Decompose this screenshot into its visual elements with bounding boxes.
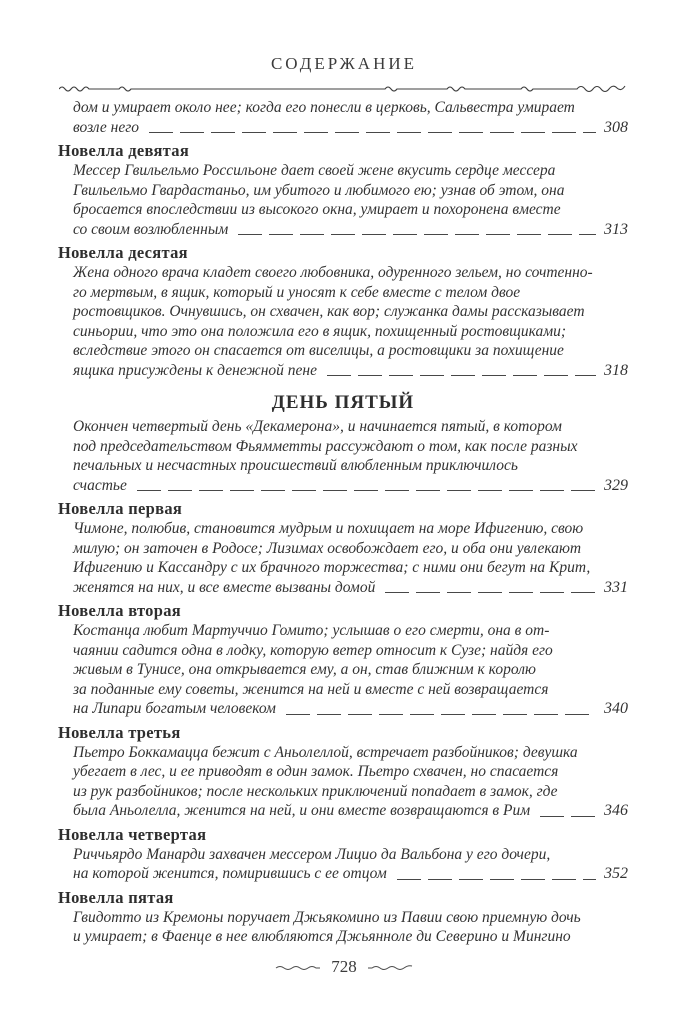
toc-entry [58,141,628,239]
page-number: 331 [604,578,628,596]
summary-line: печальных и несчастных происшествий влюбленным приключилось [73,457,518,474]
summary-line-text: на которой женится, помирившись с ее отцом [73,865,387,882]
summary-line-text: на Липари богатым человеком [73,700,276,717]
novella-summary [73,743,628,821]
summary-line: чаянии садится одна в лодку, которую ветер относит к Сузе; найдя его [73,641,553,659]
summary-line: бросается впоследствии из высокого окна, умирает и похоронена вместе [73,201,561,218]
novella-heading: Новелла третья [58,722,181,742]
summary-line-text: со своим возлюбленным [73,220,229,238]
summary-line-text: была Аньолелла, женится на ней, и они вместе возвращаются в Рим [73,802,531,819]
novella-summary [73,908,628,947]
novella-heading: Новелла первая [58,499,183,518]
summary-line: дом и умирает около нее; когда его понесли в церковь, Сальвестра умирает [73,99,575,116]
page-number: 308 [604,118,628,136]
page-title: СОДЕРЖАНИЕ [270,54,418,73]
summary-line-text: возле него [73,118,139,136]
page-number: 352 [604,865,628,882]
summary-line: и умирает; в Фаенце в нее влюбляются Джьянноле ди Северино и Мингино [73,928,571,945]
toc-entry [58,601,628,719]
leader-line [397,879,596,880]
page-footer [0,957,688,977]
novella-heading: Новелла четвертая [58,824,207,844]
footer-ornament-right-icon [367,963,413,971]
page-number: 329 [604,476,628,494]
summary-last-line [73,476,628,496]
page-number: 340 [604,700,628,717]
novella-summary [73,161,628,239]
toc-entry [58,392,628,495]
leader-line [385,592,596,593]
page-number: 318 [604,361,628,379]
summary-line: живым в Тунисе, она открывается ему, а он, став ближним к королю [73,661,536,678]
summary-line: Чимоне, полюбив, становится мудрым и похищает на море Ифигению, свою [73,520,584,537]
summary-line: Ифигению и Кассандру с их брачного торжества; с ними они бегут на Крит, [73,559,591,576]
summary-line: Риччьярдо Манарди захвачен мессером Лицио да Вальбона у его дочери, [73,845,551,863]
toc-entry [58,243,628,380]
novella-summary [73,621,628,719]
summary-line: Окончен четвертый день «Декамерона», и начинается пятый, в котором [73,418,562,435]
summary-last-line [73,699,628,719]
summary-line: за поданные ему советы, женится на ней и вместе с ней возвращается [73,680,549,698]
summary-line: Костанца любит Мартуччио Гомито; услышав о его смерти, она в от- [73,622,550,639]
summary-line: под председательством Фьямметты рассуждают о том, как после разных [73,437,578,455]
summary-line: убегает в лес, и ее приводят в один замок. Пьетро схвачен, но спасается [73,763,559,780]
novella-heading: Новелла вторая [58,601,181,620]
folio-number: 728 [331,957,357,976]
summary-line: вследствие этого он спасается от виселицы, а ростовщики за похищение [73,342,564,359]
decorative-wavy-rule [59,82,629,94]
footer-ornament-left-icon [275,963,321,971]
summary-last-line [73,578,628,598]
toc-entry [58,825,628,884]
day-heading: ДЕНЬ ПЯТЫЙ [271,392,415,413]
leader-line [327,375,596,376]
summary-last-line [73,220,628,240]
summary-line: синьории, что это она положила его в ящик, похищенный ростовщиками; [73,322,567,340]
leader-line [540,816,596,817]
summary-line: ростовщиков. Очнувшись, он схвачен, как вор; служанка дамы рассказывает [73,303,585,320]
novella-summary [73,417,628,495]
summary-last-line [73,361,628,381]
novella-heading: Новелла девятая [58,141,190,160]
toc-list [58,98,628,947]
summary-line: Жена одного врача кладет своего любовника, одуренного зельем, но сочтенно- [73,264,593,281]
summary-last-line [73,864,628,884]
summary-line-text: счастье [73,476,127,494]
novella-summary [73,263,628,380]
leader-line [238,234,596,235]
summary-line: из рук разбойников; после нескольких приключений попадает в замок, где [73,782,558,800]
novella-summary [73,98,628,137]
novella-heading: Новелла десятая [58,243,188,262]
summary-last-line [73,118,628,138]
summary-line: го мертвым, в ящик, который и уносят к себе вместе с телом двое [73,283,521,301]
summary-line-text: женятся на них, и все вместе вызваны домой [73,578,376,596]
toc-entry [58,98,628,137]
leader-line [286,714,596,715]
summary-line-text: ящика присуждены к денежной пене [73,361,317,379]
summary-line: милую; он заточен в Родосе; Лизимах освобождает его, и оба они увлекают [73,539,582,557]
leader-line [149,132,596,133]
toc-entry [58,499,628,597]
novella-heading: Новелла пятая [58,887,174,907]
page-number: 346 [604,802,628,819]
summary-line: Гвидотто из Кремоны поручает Джьякомино из Павии свою приемную дочь [73,908,581,926]
leader-line [137,490,596,491]
novella-summary [73,519,628,597]
summary-line: Гвильельмо Гвардастаньо, им убитого и любимого ею; узнав об этом, она [73,181,565,199]
page-number: 313 [604,220,628,238]
toc-entry [58,723,628,821]
toc-entry [58,888,628,947]
novella-summary [73,845,628,884]
summary-line: Пьетро Боккамацца бежит с Аньолеллой, встречает разбойников; девушка [73,743,578,761]
summary-last-line [73,801,628,821]
summary-line: Мессер Гвильельмо Россильоне дает своей жене вкусить сердце мессера [73,162,556,179]
